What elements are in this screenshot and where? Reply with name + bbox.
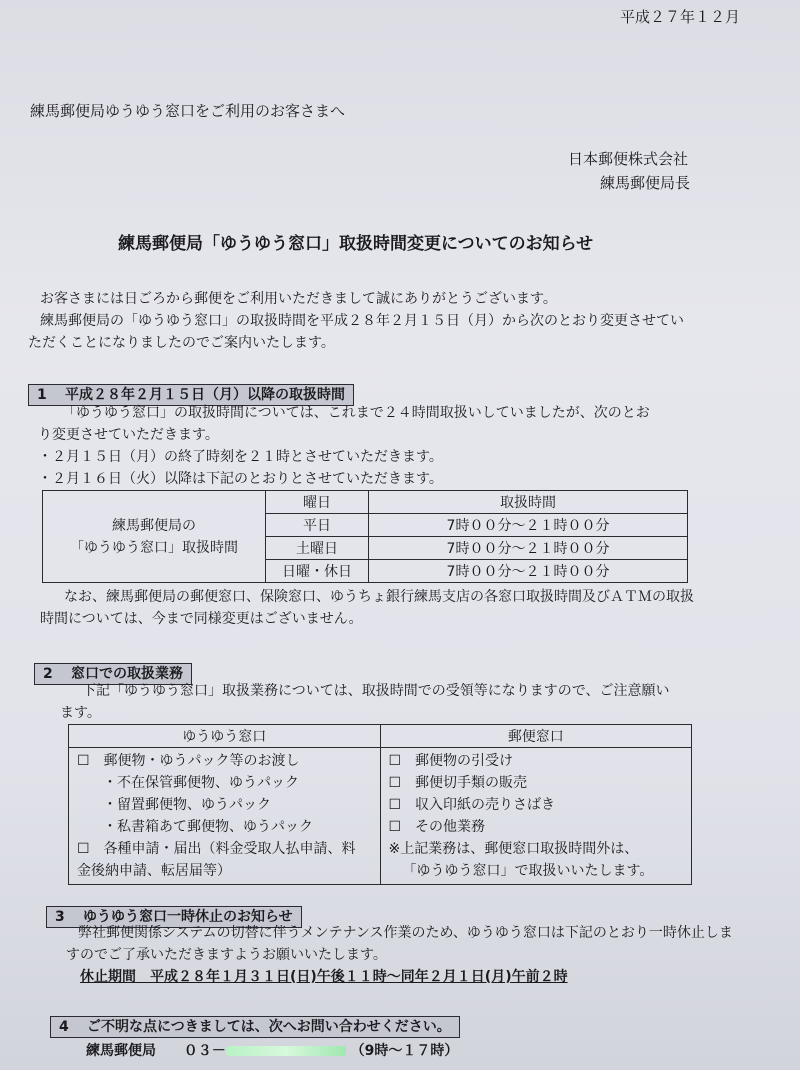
section3-body <box>66 922 733 988</box>
section4-number: 4 <box>59 1019 69 1035</box>
hours-cell: 7時００分～２１時００分 <box>369 537 688 560</box>
section3-body-line: すのでご了承いただきますようお願いいたします。 <box>66 947 387 963</box>
section1-title: 平成２８年２月１５日（月）以降の取扱時間 <box>65 387 345 403</box>
issue-date: 平成２７年１２月 <box>620 8 741 26</box>
section4-heading <box>50 1016 460 1038</box>
list-item: 「ゆうゆう窓口」で取扱いいたします。 <box>402 863 654 879</box>
section1-note-line: なお、練馬郵便局の郵便窓口、保険窓口、ゆうちょ銀行練馬支店の各窓口取扱時間及びＡＴＭの取扱 <box>64 589 694 605</box>
section3-body-line: 弊社郵便関係システムの切替に伴うメンテナンス作業のため、ゆうゆう窓口は下記のとおり一時休止しま <box>78 925 733 941</box>
day-cell: 土曜日 <box>266 537 369 560</box>
intro-paragraph <box>28 288 684 354</box>
section2-number: 2 <box>43 666 53 682</box>
list-item: ・留置郵便物、ゆうパック <box>103 797 271 813</box>
section3-period: 休止期間 平成２８年１月３１日(日)午後１１時～同年２月１日(月)午前２時 <box>80 969 568 985</box>
section2-title: 窓口での取扱業務 <box>71 666 183 682</box>
list-item: ・不在保管郵便物、ゆうパック <box>103 775 299 791</box>
services-right-header: 郵便窓口 <box>380 725 692 748</box>
list-item: ☐ 各種申請・届出（料金受取人払申請、料 <box>77 841 356 857</box>
intro-line: 練馬郵便局の「ゆうゆう窓口」の取扱時間を平成２８年２月１５日（月）から次のとおり変更させてい <box>40 313 684 329</box>
contact-hours: （9時～１７時） <box>350 1043 459 1059</box>
document-title: 練馬郵便局「ゆうゆう窓口」取扱時間変更についてのお知らせ <box>118 234 594 254</box>
list-item: ※上記業務は、郵便窓口取扱時間外は、 <box>388 841 639 857</box>
intro-line: お客さまには日ごろから郵便をご利用いただきまして誠にありがとうございます。 <box>40 291 557 307</box>
day-cell: 日曜・休日 <box>266 560 369 583</box>
section3-title: ゆうゆう窓口一時休止のお知らせ <box>83 909 293 925</box>
list-item: ☐ 収入印紙の売りさばき <box>388 797 556 813</box>
list-item: 金後納申請、転居届等） <box>77 863 231 879</box>
section1-number: 1 <box>37 387 47 403</box>
list-item: ・私書箱あて郵便物、ゆうパック <box>103 819 313 835</box>
sender-company: 日本郵便株式会社 <box>568 150 689 168</box>
section1-body <box>38 402 650 490</box>
contact-line <box>86 1040 458 1060</box>
section3-number: 3 <box>55 909 65 925</box>
section2-body-line: 下記「ゆうゆう窓口」取扱業務については、取扱時間での受領等になりますので、ご注意願い <box>82 683 670 699</box>
section1-body-line: 「ゆうゆう窓口」の取扱時間については、これまで２４時間取扱いしていましたが、次のとお <box>62 405 650 421</box>
list-item: ☐ 郵便物の引受け <box>388 753 514 769</box>
services-right-list <box>380 748 692 885</box>
list-item: ☐ 郵便切手類の販売 <box>388 775 528 791</box>
list-item: ☐ 郵便物・ゆうパック等のお渡し <box>77 753 300 769</box>
redacted-phone-mark <box>226 1046 346 1056</box>
hours-cell: 7時００分～２１時００分 <box>369 514 688 537</box>
hours-table <box>42 490 688 583</box>
list-item: ☐ その他業務 <box>388 819 486 835</box>
section2-body <box>60 680 669 724</box>
contact-office: 練馬郵便局 <box>86 1043 156 1059</box>
section2-body-line: ます。 <box>60 705 101 721</box>
section4-title: ご不明な点につきましては、次へお問い合わせください。 <box>87 1019 451 1035</box>
section1-bullet: ・２月１６日（火）以降は下記のとおりとさせていただきます。 <box>38 471 443 487</box>
hours-cell: 7時００分～２１時００分 <box>369 560 688 583</box>
section1-note <box>40 586 694 630</box>
hours-table-header-day: 曜日 <box>266 491 369 514</box>
hours-table-label-line: 練馬郵便局の <box>112 517 196 534</box>
sender-title: 練馬郵便局長 <box>600 174 691 192</box>
day-cell: 平日 <box>266 514 369 537</box>
hours-table-label <box>43 491 266 583</box>
intro-line: ただくことになりましたのでご案内いたします。 <box>28 335 335 351</box>
services-table <box>68 724 692 885</box>
contact-phone-prefix: ０３－ <box>183 1043 226 1059</box>
hours-table-label-line: 「ゆうゆう窓口」取扱時間 <box>70 539 238 556</box>
addressee: 練馬郵便局ゆうゆう窓口をご利用のお客さまへ <box>30 102 346 120</box>
hours-table-header-hours: 取扱時間 <box>369 491 688 514</box>
services-left-list <box>69 748 381 885</box>
section1-body-line: り変更させていただきます。 <box>38 427 219 443</box>
section1-note-line: 時間については、今まで同様変更はございません。 <box>40 611 363 627</box>
section1-bullet: ・２月１５日（月）の終了時刻を２１時とさせていただきます。 <box>38 449 443 465</box>
services-left-header: ゆうゆう窓口 <box>69 725 381 748</box>
